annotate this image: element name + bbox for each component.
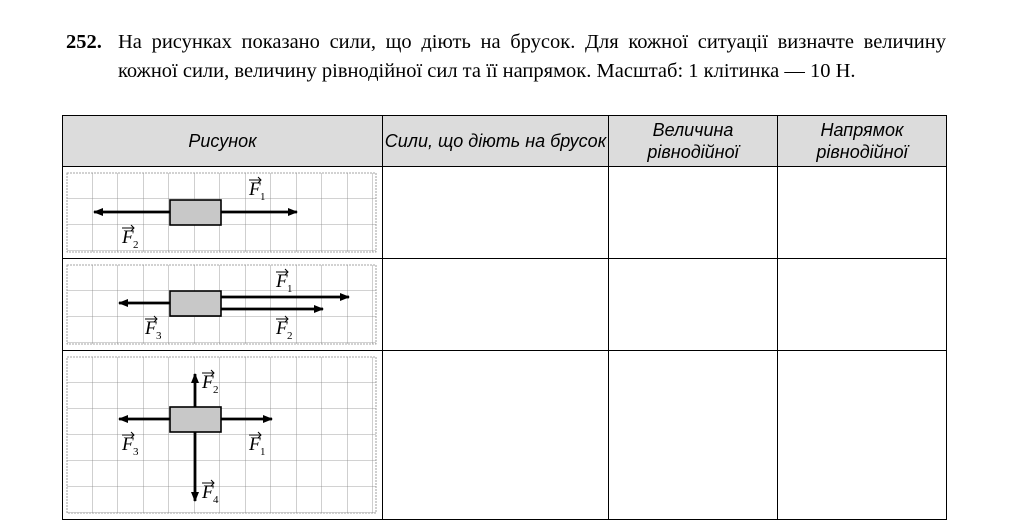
svg-text:F: F	[249, 179, 261, 200]
svg-text:F: F	[145, 318, 157, 339]
svg-text:F: F	[122, 227, 134, 248]
figure-1	[63, 167, 382, 258]
svg-text:F: F	[202, 372, 214, 393]
task-block	[66, 28, 946, 86]
magnitude-cell-3[interactable]	[609, 351, 778, 520]
svg-text:F: F	[122, 434, 134, 455]
svg-text:2: 2	[133, 239, 139, 251]
svg-text:F: F	[276, 271, 288, 292]
svg-text:F: F	[249, 434, 261, 455]
answer-table	[62, 115, 947, 520]
block	[170, 291, 221, 316]
header-direction: Напрямок рівнодійної	[778, 116, 947, 167]
header-figure: Рисунок	[63, 116, 383, 167]
svg-text:4: 4	[213, 494, 219, 506]
svg-text:2: 2	[213, 384, 219, 396]
direction-cell-2[interactable]	[778, 259, 947, 351]
block	[170, 200, 221, 225]
magnitude-cell-1[interactable]	[609, 167, 778, 259]
table-row	[63, 259, 947, 351]
figure-cell-3	[63, 351, 383, 520]
figure-2	[63, 259, 382, 350]
figure-cell-2	[63, 259, 383, 351]
forces-cell-3[interactable]	[383, 351, 609, 520]
forces-cell-2[interactable]	[383, 259, 609, 351]
direction-cell-1[interactable]	[778, 167, 947, 259]
svg-text:3: 3	[133, 446, 139, 458]
table-header-row	[63, 116, 947, 167]
svg-text:3: 3	[156, 330, 162, 342]
table-row	[63, 167, 947, 259]
svg-text:1: 1	[260, 191, 266, 203]
forces-cell-1[interactable]	[383, 167, 609, 259]
header-forces: Сили, що діють на брусок	[383, 116, 609, 167]
task-text: На рисунках показано сили, що діють на брусок. Для кожної ситуації визначте величину кожної сили, величину рівнодійної сил та її напрямок. Масштаб: 1 клітинка — 10 Н.	[118, 31, 946, 82]
svg-text:1: 1	[287, 283, 293, 295]
direction-cell-3[interactable]	[778, 351, 947, 520]
figure-cell-1	[63, 167, 383, 259]
figure-3	[63, 351, 382, 519]
task-number: 252.	[66, 31, 102, 53]
svg-text:F: F	[202, 482, 214, 503]
svg-text:1: 1	[260, 446, 266, 458]
svg-text:F: F	[276, 318, 288, 339]
block	[170, 407, 221, 432]
header-magnitude: Величина рівнодійної	[609, 116, 778, 167]
svg-text:2: 2	[287, 330, 293, 342]
magnitude-cell-2[interactable]	[609, 259, 778, 351]
table-row	[63, 351, 947, 520]
